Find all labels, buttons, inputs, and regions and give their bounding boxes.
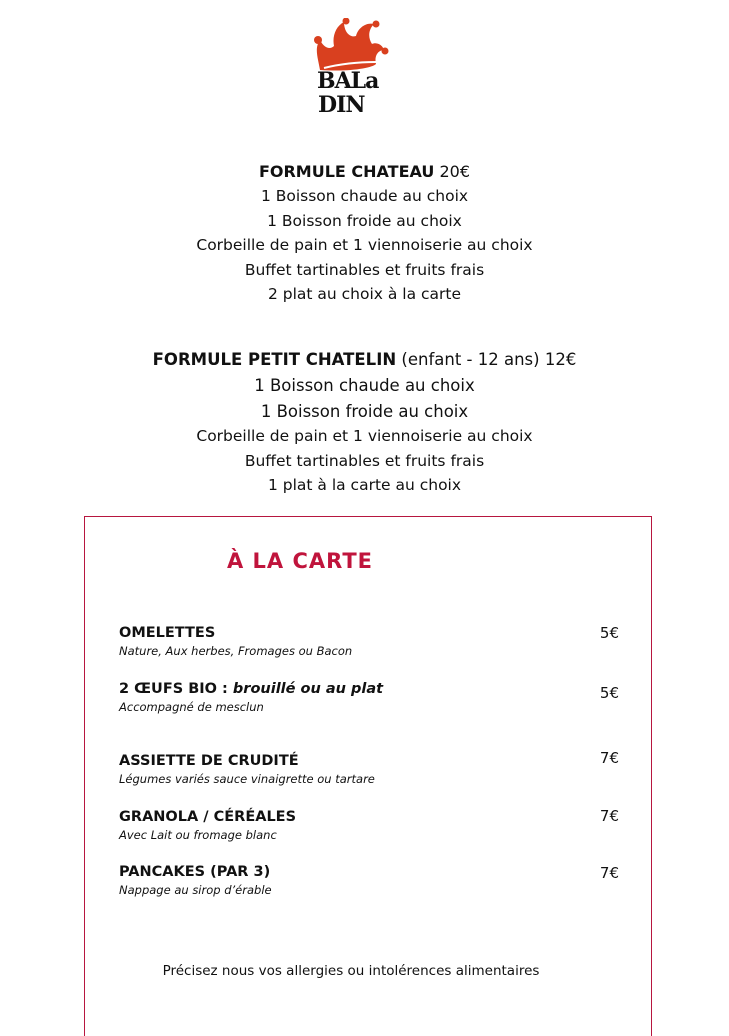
menu-item-name (119, 679, 619, 699)
menu-item-desc: Nature, Aux herbes, Fromages ou Bacon (119, 644, 353, 658)
formule-petit-chatelin-line: 1 Boisson froide au choix (260, 401, 469, 421)
menu-item-desc: Avec Lait ou fromage blanc (119, 828, 277, 842)
allergy-note: Précisez nous vos allergies ou intolérences alimentaires (162, 963, 540, 979)
menu-item-price: 7€ (599, 864, 619, 882)
formule-chateau-name: FORMULE CHATEAU (258, 162, 435, 181)
formule-petit-chatelin (0, 347, 729, 498)
menu-item-price: 7€ (599, 807, 619, 825)
formule-petit-chatelin-price: 12€ (544, 350, 577, 369)
formule-chateau-line: 2 plat au choix à la carte (267, 285, 462, 303)
jester-hat-icon (310, 18, 390, 74)
menu-item-price: 5€ (599, 684, 619, 702)
menu-item-price: 7€ (599, 749, 619, 767)
menu-item-oeufs-bio (119, 679, 619, 715)
formule-chateau-line: 1 Boisson chaude au choix (260, 187, 469, 205)
menu-item-pancakes (119, 862, 619, 898)
a-la-carte-box (84, 516, 652, 1036)
formule-petit-chatelin-line: Buffet tartinables et fruits frais (244, 451, 485, 470)
menu-item-name: OMELETTES (119, 625, 216, 641)
formule-petit-chatelin-line: 1 Boisson chaude au choix (254, 376, 475, 395)
formule-chateau-price: 20€ (439, 162, 471, 181)
menu-item-omelettes (119, 623, 619, 659)
menu-item-name-main: 2 ŒUFS BIO : (119, 681, 228, 697)
formule-petit-chatelin-sub: (enfant - 12 ans) (401, 350, 540, 369)
formule-petit-chatelin-name: FORMULE PETIT CHATELIN (152, 350, 397, 369)
formule-chateau-line: Buffet tartinables et fruits frais (244, 260, 485, 279)
menu-item-name: PANCAKES (PAR 3) (119, 864, 271, 880)
menu-item-granola (119, 807, 619, 843)
logo-text-line2: DIN (318, 92, 365, 118)
menu-item-name: GRANOLA / CÉRÉALES (119, 809, 297, 825)
formule-chateau-line: Corbeille de pain et 1 viennoiserie au choix (196, 236, 533, 254)
menu-item-name-italic: brouillé ou au plat (232, 681, 384, 697)
formule-chateau (0, 160, 729, 307)
formule-petit-chatelin-heading (0, 347, 729, 373)
menu-item-desc: Accompagné de mesclun (119, 700, 264, 714)
menu-item-price: 5€ (599, 624, 619, 642)
baladin-logo (310, 18, 390, 122)
menu-item-desc: Nappage au sirop d’érable (119, 883, 272, 897)
formule-petit-chatelin-line: 1 plat à la carte au choix (267, 476, 462, 494)
a-la-carte-title: À LA CARTE (226, 549, 374, 573)
formule-chateau-heading (0, 160, 729, 184)
menu-item-desc: Légumes variés sauce vinaigrette ou tartare (119, 772, 375, 786)
formule-chateau-line: 1 Boisson froide au choix (267, 211, 462, 230)
formule-petit-chatelin-line: Corbeille de pain et 1 viennoiserie au choix (196, 427, 533, 445)
logo-text-line1: BALa (317, 68, 379, 94)
menu-item-assiette-crudite (119, 751, 619, 787)
menu-item-name: ASSIETTE DE CRUDITÉ (119, 753, 299, 769)
